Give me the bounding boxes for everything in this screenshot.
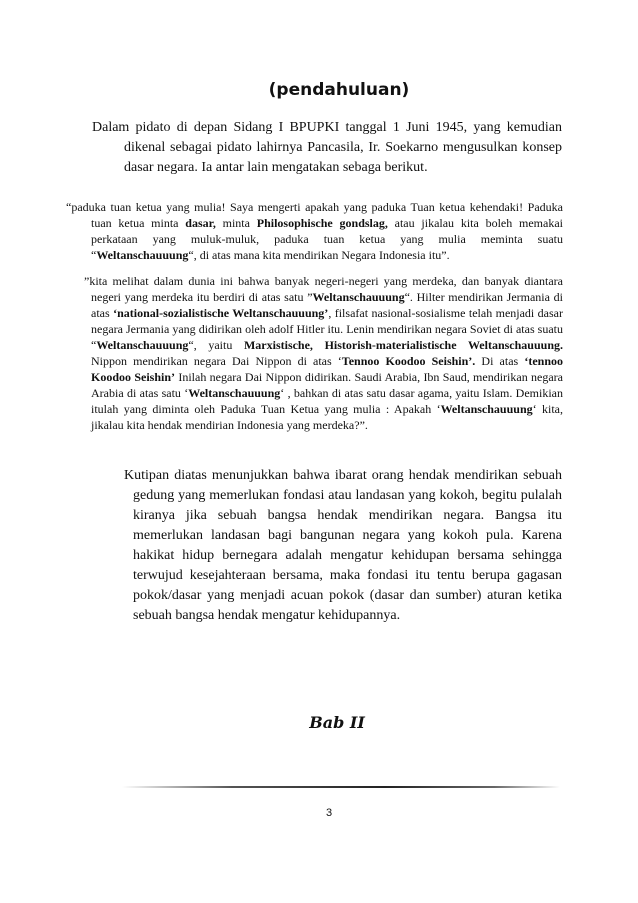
- quote-paragraph-2: [84, 273, 563, 433]
- quote-bold-text: Tennoo Koodoo Seishin’.: [341, 354, 476, 368]
- quote-text: atau jikalau kita boleh memakai perkataan yang muluk-muluk, paduka tuan ketua yang mulia meminta suatu “: [91, 216, 563, 262]
- quote-bold-text: Weltanschauuung: [312, 290, 405, 304]
- quote-bold-text: Philosophische gondslag,: [256, 216, 388, 230]
- chapter-label: Bab II: [309, 713, 365, 732]
- quote-text: “, yaitu: [188, 338, 244, 352]
- quote-bold-text: Weltanschauuung: [96, 338, 189, 352]
- quote-text: ‘ , bahkan di atas satu dasar agama, yaitu Islam. Demikian itulah yang diminta oleh Paduka Tuan Ketua yang mulia : Apakah ‘: [91, 386, 564, 416]
- intro-paragraph: Dalam pidato di depan Sidang I BPUPKI tanggal 1 Juni 1945, yang kemudian dikenal sebagai pidato lahirnya Pancasila, Ir. Soekarno mengusulkan konsep dasar negara. Ia antar lain mengatakan sebaga berikut.: [92, 120, 562, 175]
- quote-text: ”kita melihat dalam dunia ini bahwa banyak negeri-negeri yang merdeka, dan banyak diantara negeri yang merdeka itu berdiri di atas satu ”: [84, 274, 563, 304]
- quote-text: “, di atas mana kita mendirikan Negara Indonesia itu”.: [188, 248, 450, 262]
- quote-text: , filsafat nasional-sosialisme telah menjadi dasar negara Jermania yang didirikan oleh adolf Hitler itu. Lenin mendirikan negara Soviet di atas suatu “: [91, 306, 564, 352]
- quote-text: “paduka tuan ketua yang mulia! Saya mengerti apakah yang paduka Tuan ketua kehendaki! Paduka tuan ketua minta: [66, 200, 563, 230]
- quote-bold-text: dasar,: [185, 216, 216, 230]
- quote-text: Di atas: [475, 354, 525, 368]
- quote-text: ‘ kita, jikalau kita hendak mendirian Indonesia yang merdeka?”.: [91, 402, 563, 432]
- footer-divider: [122, 786, 560, 788]
- page-number: 3: [325, 807, 333, 819]
- quote-paragraph-1: [66, 199, 563, 263]
- quote-bold-text: Weltanschauuung: [188, 386, 281, 400]
- quote-text: Nippon mendirikan negara Dai Nippon di atas ‘: [91, 354, 342, 368]
- quote-bold-text: Marxistische, Historish-materialistische Weltanschauuung.: [243, 338, 563, 352]
- section-heading: (pendahuluan): [268, 80, 410, 100]
- quote-bold-text: ‘tennoo Koodoo Seishin’: [91, 354, 564, 384]
- quote-text: minta: [215, 216, 257, 230]
- body-paragraph: Kutipan diatas menunjukkan bahwa ibarat orang hendak mendirikan sebuah gedung yang memerlukan fondasi atau landasan yang kokoh, begitu pulalah kiranya jika sebuah bangsa hendak mendirikan negara. Bangsa itu memerlukan landasan bagi bangunan negara yang kokoh pula. Karena hakikat hidup bernegara adalah mengatur kehidupan bersama sehingga terwujud kesejahteraan bersama, maka fondasi itu tentu berupa gagasan pokok/dasar yang menjadi acuan pokok (dasar dan sumber) aturan ketika sebuah bangsa hendak mengatur kehidupannya.: [124, 468, 562, 623]
- quote-bold-text: Weltanschauuung: [96, 248, 189, 262]
- quote-bold-text: Weltanschauuung: [440, 402, 533, 416]
- quote-text: “. Hilter mendirikan Jermania di atas: [91, 290, 563, 320]
- quote-bold-text: ‘national-sozialistische Weltanschauuung’: [113, 306, 329, 320]
- quote-text: Inilah negara Dai Nippon didirikan. Saudi Arabia, Ibn Saud, mendirikan negara Arabia di atas satu ‘: [91, 370, 563, 400]
